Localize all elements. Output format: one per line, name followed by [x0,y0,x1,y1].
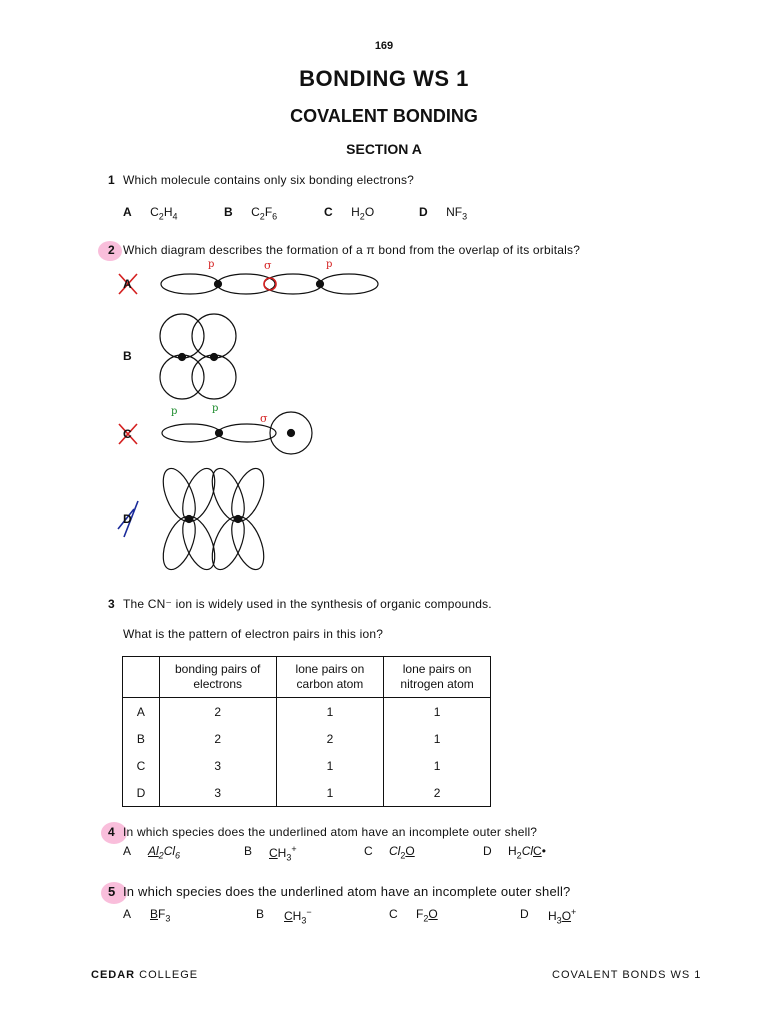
table-header: lone pairs on nitrogen atom [384,657,491,698]
q1-option-d-label: D [419,205,428,219]
table-row [123,725,491,752]
page-number: 169 [374,40,394,52]
table-header-empty [123,657,160,698]
q4-text: In which species does the underlined atom have an incomplete outer shell? [123,825,538,839]
q5-option-a-formula: $BF_3$ [150,907,171,924]
q5-text: In which species does the underlined atom have an incomplete outer shell? [123,884,571,899]
q5-option-d-formula: $H_3O^+$ [548,907,577,926]
q2-handwritten-marks [118,274,276,537]
q4-option-d-formula: $H_2ClC•$ [508,844,546,861]
q3-table [122,656,491,807]
q1-option-a-label: A [123,205,132,219]
q3-text: The CN⁻ ion is widely used in the synthesis of organic compounds. [123,597,492,611]
q2-annot-p3: p [171,406,178,417]
q4-option-c-label: C [364,844,373,858]
q2-text: Which diagram describes the formation of a π bond from the overlap of its orbitals? [123,243,581,257]
table-row [123,698,491,726]
q2-diagram-c [162,412,312,454]
table-header-row [123,657,491,698]
q5-option-c-formula: $F_2O$ [416,907,438,924]
q4-option-b-label: B [244,844,253,858]
cell: 1 [276,698,384,726]
q5-option-b-label: B [256,907,265,921]
table-row [123,752,491,779]
table-row [123,779,491,807]
q2-label-a: A [123,277,132,291]
q1-option-a [123,203,178,221]
q1-option-c-formula: $H_2O$ [351,205,375,222]
q2-annot-p1: p [208,259,215,270]
q3-text2: What is the pattern of electron pairs in this ion? [123,627,384,641]
q4-option-a-label: A [123,844,132,858]
section-heading: SECTION A [346,141,422,157]
q1-option-d-formula: $NF_3$ [446,205,468,222]
q2-diagram-d [157,464,271,574]
q1-option-c [324,203,374,221]
cell: 3 [159,779,276,807]
q4-option-b-formula: $CH_3^+$ [269,844,297,863]
row-label: A [123,698,160,726]
cell: 1 [276,752,384,779]
footer-brand-suffix: COLLEGE [135,969,199,981]
q5-option-a-label: A [123,907,132,921]
cell: 1 [384,725,491,752]
q2-orbital-diagrams [0,255,768,575]
footer-brand [91,969,198,981]
page-title: BONDING WS 1 [299,66,469,91]
cell: 2 [276,725,384,752]
cell: 3 [159,752,276,779]
q2-number: 2 [108,243,115,257]
row-label: B [123,725,160,752]
cell: 1 [384,752,491,779]
q1-option-b [224,203,277,221]
q2-annot-p2: p [326,259,333,270]
q4-option-a-formula: $Al_2Cl_6$ [148,844,181,861]
q5-number: 5 [108,884,116,899]
footer-brand-name: CEDAR [91,969,136,981]
q5-option-b-formula: $CH_3^-$ [284,907,312,926]
q1-number: 1 [108,173,115,187]
q5-option-c-label: C [389,907,398,921]
q3-number: 3 [108,597,115,611]
q1-option-d [419,203,467,221]
q4-option-d-label: D [483,844,492,858]
q1-option-b-formula: $C_2F_6$ [251,205,278,222]
q4-number: 4 [108,825,115,839]
cell: 1 [276,779,384,807]
q2-diagram-a [161,274,378,294]
q2-annot-sigma1: σ [264,259,272,272]
q1-text: Which molecule contains only six bonding electrons? [123,173,415,187]
cell: 2 [384,779,491,807]
q4-option-c-formula: $Cl_2O$ [389,844,415,861]
row-label: C [123,752,160,779]
q1-option-c-label: C [324,205,333,219]
page-subtitle: COVALENT BONDING [290,106,478,126]
table-header: bonding pairs of electrons [159,657,276,698]
table-header: lone pairs on carbon atom [276,657,384,698]
q1-option-a-formula: $C_2H_4$ [150,205,178,222]
row-label: D [123,779,160,807]
q1-option-b-label: B [224,205,233,219]
q2-diagram-b [160,314,236,399]
cell: 2 [159,725,276,752]
q5-option-d-label: D [520,907,529,921]
q2-label-d: D [123,512,132,526]
q2-annot-sigma2: σ [260,412,268,425]
cell: 2 [159,698,276,726]
q2-label-c: C [123,427,132,441]
q2-annot-p4: p [212,403,219,414]
cell: 1 [384,698,491,726]
q2-label-b: B [123,349,132,363]
footer-doc-title: COVALENT BONDS WS 1 [552,969,702,981]
